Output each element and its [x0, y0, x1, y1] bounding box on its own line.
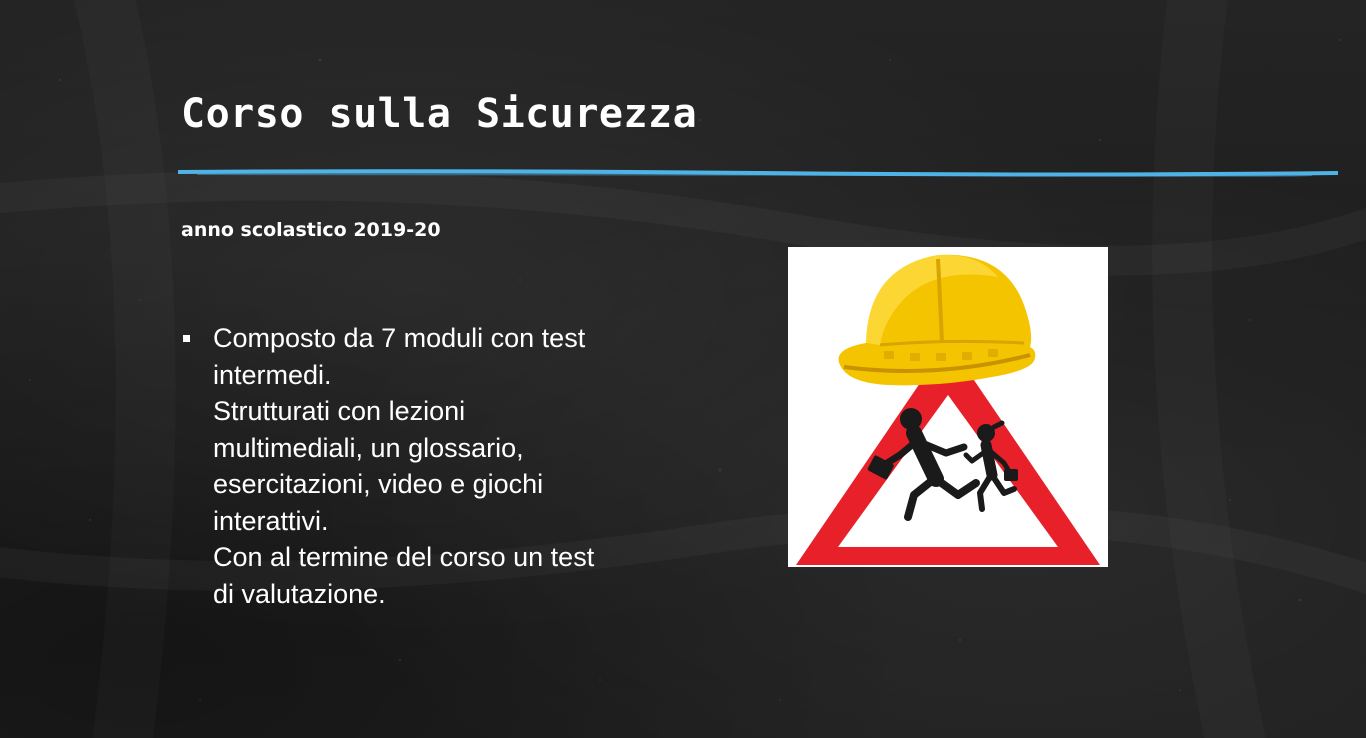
title-divider-line: [178, 164, 1338, 180]
slide-title: Corso sulla Sicurezza: [181, 91, 698, 137]
hard-hat-school-crossing-sign-icon: [788, 247, 1108, 567]
bullet-text-line: interattivi.: [213, 505, 329, 536]
bullet-list: [181, 320, 681, 612]
bullet-item: [181, 320, 681, 612]
bullet-text-line: intermedi.: [213, 359, 332, 390]
bullet-text-line: di valutazione.: [213, 578, 386, 609]
safety-picture: [788, 247, 1108, 567]
bullet-text-line: Composto da 7 moduli con test: [213, 323, 586, 353]
bullet-text-line: Strutturati con lezioni: [213, 396, 466, 426]
bullet-text-line: multimediali, un glossario,: [213, 432, 524, 463]
square-bullet-icon: [183, 335, 190, 342]
bullet-text-line: esercitazioni, video e giochi: [213, 469, 544, 499]
bullet-text-line: Con al termine del corso un test: [213, 542, 595, 572]
slide-subtitle: anno scolastico 2019-20: [181, 219, 441, 241]
